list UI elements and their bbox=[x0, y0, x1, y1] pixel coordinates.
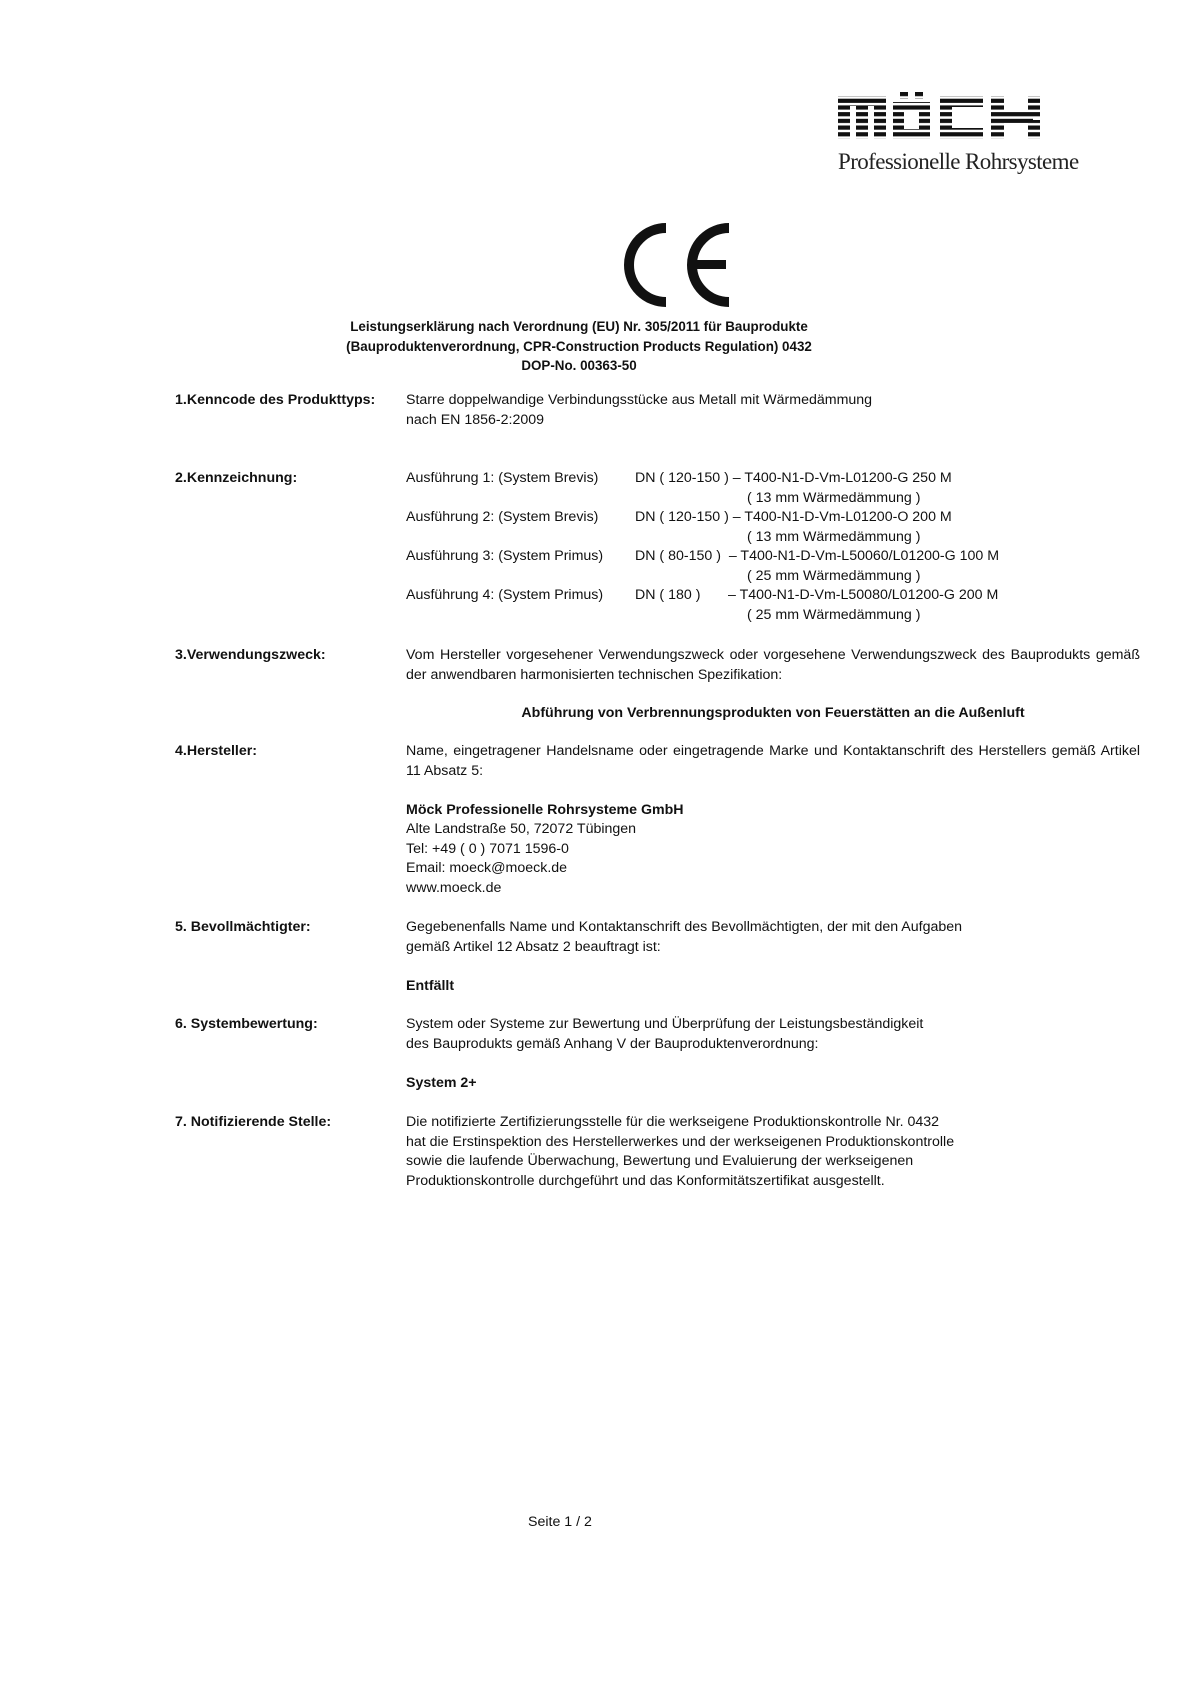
body-text: Name, eingetragener Handelsname oder eingetragende Marke und Kontaktanschrift des Herstellers gemäß Artikel 11 Absatz 5: bbox=[406, 743, 1140, 779]
variant-insulation: ( 25 mm Wärmedämmung ) bbox=[747, 567, 921, 584]
body-text: Vom Hersteller vorgesehener Verwendungszweck oder vorgesehene Verwendungszweck des Bauprodukts gemäß der anwendbaren harmonisierten technischen Spezifikation: bbox=[406, 647, 1140, 683]
section-authorised-representative bbox=[175, 918, 1140, 996]
body-line: sowie die laufende Überwachung, Bewertung und Evaluierung der werkseigenen bbox=[406, 1153, 914, 1169]
logo-subtitle: Professionelle Rohrsysteme bbox=[838, 149, 1079, 174]
section-label: 6. Systembewertung: bbox=[175, 1016, 318, 1032]
company-email: Email: moeck@moeck.de bbox=[406, 860, 568, 876]
body-line: nach EN 1856-2:2009 bbox=[406, 411, 545, 428]
variant-spec: DN ( 180 ) – T400-N1-D-Vm-L50080/L01200-G 200 M bbox=[635, 587, 999, 603]
title-line-2: (Bauproduktenverordnung, CPR-Construction Products Regulation) 0432 bbox=[346, 338, 812, 354]
body-line: System oder Systeme zur Bewertung und Überprüfung der Leistungsbeständigkeit bbox=[406, 1016, 924, 1032]
title-line-1: Leistungserklärung nach Verordnung (EU) Nr. 305/2011 für Bauprodukte bbox=[350, 319, 808, 334]
section-system-assessment bbox=[175, 1015, 1140, 1093]
section-identification bbox=[175, 469, 1140, 625]
variant-insulation: ( 13 mm Wärmedämmung ) bbox=[747, 489, 921, 506]
variant-name: Ausführung 1: (System Brevis) bbox=[406, 470, 599, 486]
variant-spec: DN ( 120-150 ) – T400-N1-D-Vm-L01200-G 250 M bbox=[635, 470, 952, 486]
variant-row bbox=[406, 547, 1140, 586]
body-line: des Bauprodukts gemäß Anhang V der Bauproduktenverordnung: bbox=[406, 1035, 819, 1052]
variant-insulation: ( 25 mm Wärmedämmung ) bbox=[747, 606, 921, 623]
variant-row bbox=[406, 508, 1140, 547]
company-address: Alte Landstraße 50, 72072 Tübingen bbox=[406, 821, 637, 837]
variant-insulation: ( 13 mm Wärmedämmung ) bbox=[747, 528, 921, 545]
section-product-type bbox=[175, 391, 1140, 430]
variant-name: Ausführung 4: (System Primus) bbox=[406, 587, 604, 603]
title-line-3: DOP-No. 00363-50 bbox=[521, 358, 637, 373]
system-value: System 2+ bbox=[406, 1074, 477, 1091]
representative-value: Entfällt bbox=[406, 977, 455, 994]
body-line: Starre doppelwandige Verbindungsstücke aus Metall mit Wärmedämmung bbox=[406, 392, 873, 408]
company-logo bbox=[838, 92, 1079, 175]
ce-mark bbox=[616, 222, 734, 312]
body-line: Produktionskontrolle durchgeführt und das Konformitätszertifikat ausgestellt. bbox=[406, 1172, 885, 1189]
body-line: hat die Erstinspektion des Herstellerwerkes und der werkseigenen Produktionskontrolle bbox=[406, 1133, 955, 1150]
section-label: 3.Verwendungszweck: bbox=[175, 647, 326, 663]
section-label: 1.Kenncode des Produkttyps: bbox=[175, 392, 376, 408]
section-manufacturer bbox=[175, 742, 1140, 898]
section-intended-use bbox=[175, 646, 1140, 685]
company-website: www.moeck.de bbox=[406, 879, 502, 896]
variant-name: Ausführung 2: (System Brevis) bbox=[406, 509, 599, 525]
section-label: 5. Bevollmächtigter: bbox=[175, 919, 311, 935]
variant-spec: DN ( 80-150 ) – T400-N1-D-Vm-L50060/L01200-G 100 M bbox=[635, 548, 1000, 564]
variant-row bbox=[406, 469, 1140, 508]
company-phone: Tel: +49 ( 0 ) 7071 1596-0 bbox=[406, 840, 569, 857]
body-line: Die notifizierte Zertifizierungsstelle für die werkseigene Produktionskontrolle Nr. 0432 bbox=[406, 1114, 940, 1130]
intended-use-value: Abführung von Verbrennungsprodukten von Feuerstätten an die Außenluft bbox=[521, 705, 1025, 721]
section-label: 2.Kennzeichnung: bbox=[175, 470, 298, 486]
ce-mark-icon bbox=[616, 222, 734, 308]
variant-row bbox=[406, 586, 1140, 625]
declaration-title bbox=[300, 317, 858, 376]
section-label: 4.Hersteller: bbox=[175, 743, 258, 759]
variant-name: Ausführung 3: (System Primus) bbox=[406, 548, 604, 564]
page-number: Seite 1 / 2 bbox=[528, 1514, 592, 1530]
body-line: Gegebenenfalls Name und Kontaktanschrift des Bevollmächtigten, der mit den Aufgaben bbox=[406, 919, 963, 935]
company-name: Möck Professionelle Rohrsysteme GmbH bbox=[406, 801, 684, 818]
moeck-wordmark bbox=[838, 92, 1072, 140]
section-notified-body bbox=[175, 1113, 1140, 1191]
body-line: gemäß Artikel 12 Absatz 2 beauftragt ist: bbox=[406, 938, 661, 955]
section-label: 7. Notifizierende Stelle: bbox=[175, 1114, 332, 1130]
variant-spec: DN ( 120-150 ) – T400-N1-D-Vm-L01200-O 200 M bbox=[635, 509, 952, 525]
